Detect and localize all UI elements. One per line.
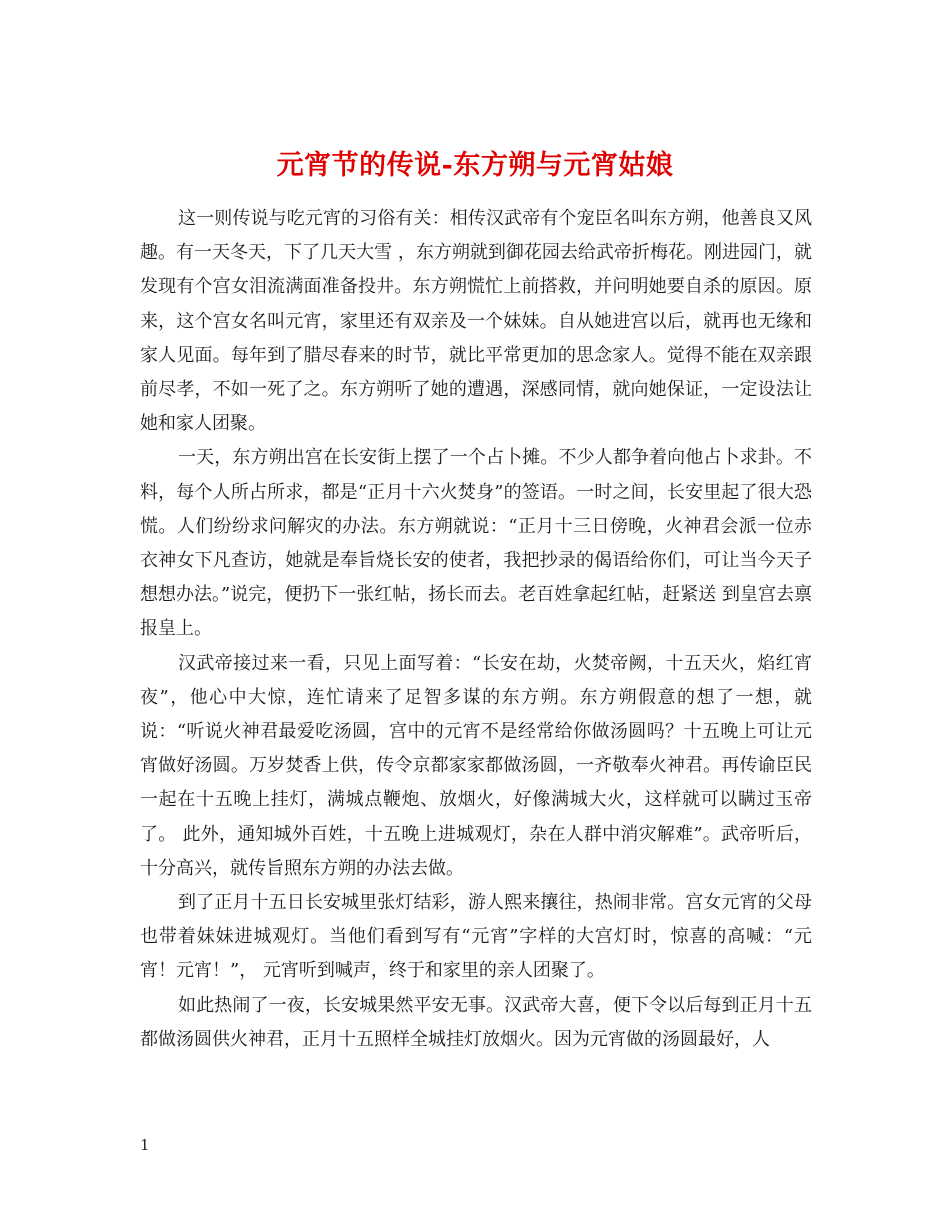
paragraph-5: 如此热闹了一夜，长安城果然平安无事。汉武帝大喜，便下令以后每到正月十五都做汤圆供火神君，正月十五照样全城挂灯放烟火。因为元宵做的汤圆最好，人 [140,994,812,1050]
paragraph-4: 到了正月十五日长安城里张灯结彩，游人熙来攘往，热闹非常。宫女元宵的父母也带着妹妹进城观灯。当他们看到写有“元宵”字样的大宫灯时，惊喜的高喊：“元宵！元宵！”， 元宵听到喊声，终于和家里的亲人团聚了。 [140,892,812,982]
document-body [140,202,812,1057]
page-number: 1 [140,1136,150,1154]
paragraph-1: 这一则传说与吃元宵的习俗有关：相传汉武帝有个宠臣名叫东方朔，他善良又风趣。有一天冬天，下了几天大雪 ，东方朔就到御花园去给武帝折梅花。刚进园门，就发现有个宫女泪流满面准备投井。东方朔慌忙上前搭救，并问明她要自杀的原因。原来，这个宫女名叫元宵，家里还有双亲及一个妹妹。自从她进宫以后，就再也无缘和家人见面。每年到了腊尽春来的时节，就比平常更加的思念家人。觉得不能在双亲跟前尽孝，不如一死了之。东方朔听了她的遭遇，深感同情，就向她保证，一定设法让她和家人团聚。 [140,208,812,435]
document-title: 元宵节的传说-东方朔与元宵姑娘 [276,150,674,182]
paragraph-3: 汉武帝接过来一看，只见上面写着：“长安在劫，火焚帝阙，十五天火，焰红宵夜”，他心中大惊，连忙请来了足智多谋的东方朔。东方朔假意的想了一想，就说：“听说火神君最爱吃汤圆，宫中的元宵不是经常给你做汤圆吗？十五晚上可让元宵做好汤圆。万岁焚香上供，传令京都家家都做汤圆，一齐敬奉火神君。再传谕臣民一起在十五晚上挂灯，满城点鞭炮、放烟火，好像满城大火，这样就可以瞒过玉帝了。 此外，通知城外百姓，十五晚上进城观灯，杂在人群中消灾解难”。武帝听后，十分高兴，就传旨照东方朔的办法去做。 [140,652,812,879]
paragraph-2: 一天，东方朔出宫在长安街上摆了一个占卜摊。不少人都争着向他占卜求卦。不料，每个人所占所求，都是“正月十六火焚身”的签语。一时之间，长安里起了很大恐慌。人们纷纷求问解灾的办法。东方朔就说：“正月十三日傍晚，火神君会派一位赤衣神女下凡查访，她就是奉旨烧长安的使者，我把抄录的偈语给你们，可让当今天子想想办法。”说完，便扔下一张红帖，扬长而去。老百姓拿起红帖，赶紧送 到皇宫去禀报皇上。 [140,447,812,640]
